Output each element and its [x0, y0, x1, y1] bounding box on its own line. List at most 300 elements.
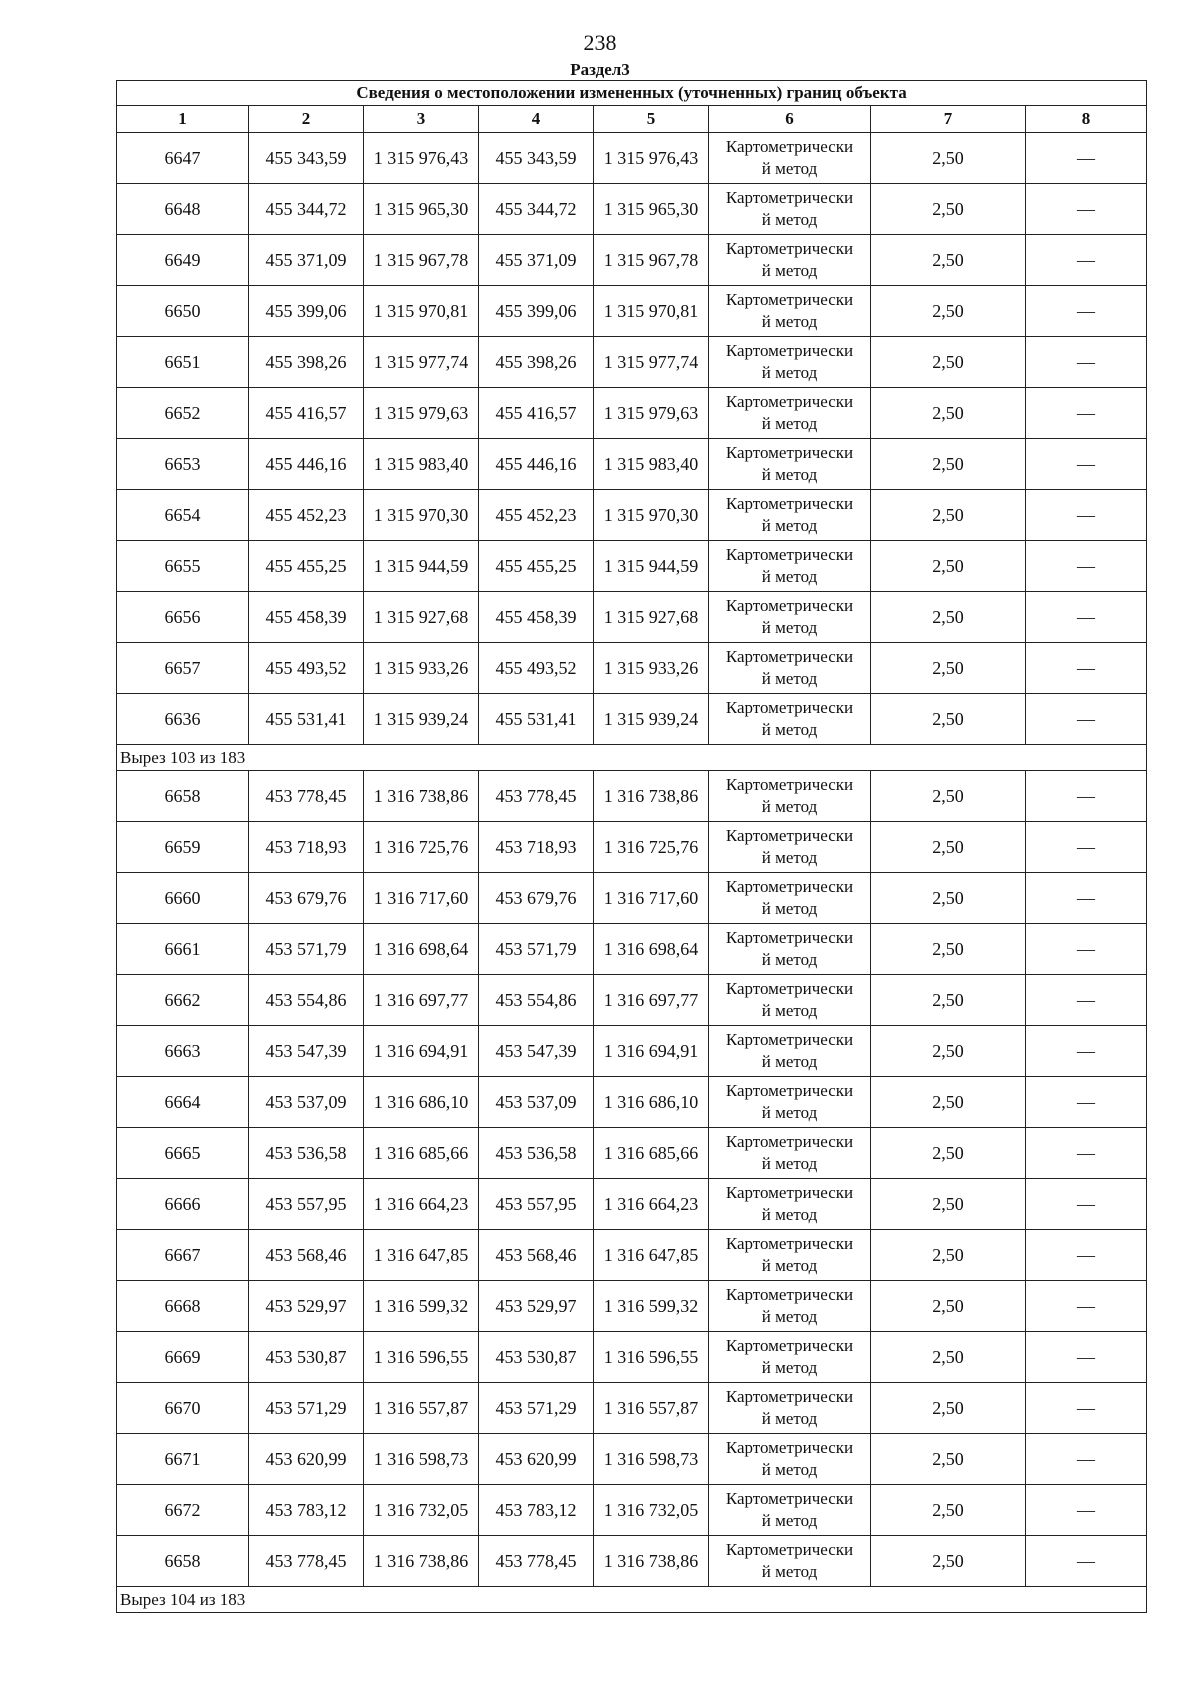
table-row — [117, 1179, 1147, 1230]
accuracy-cell: 2,50 — [871, 1026, 1026, 1077]
x-coordinate-cell: 455 371,09 — [249, 235, 364, 286]
method-text-line: Картометрически — [725, 443, 854, 462]
x-coordinate-cell: 455 446,16 — [249, 439, 364, 490]
method-text-line: й метод — [761, 159, 818, 178]
table-row — [117, 1332, 1147, 1383]
x-coordinate-cell: 453 783,12 — [249, 1485, 364, 1536]
table-body — [117, 133, 1147, 1613]
method-cell — [709, 388, 871, 439]
section-cut-row — [117, 745, 1147, 771]
accuracy-cell: 2,50 — [871, 822, 1026, 873]
table-caption: Сведения о местоположении измененных (уточненных) границ объекта — [117, 81, 1147, 106]
point-number-cell: 6670 — [117, 1383, 249, 1434]
method-text-line: й метод — [761, 414, 818, 433]
y-coordinate-cell: 1 316 694,91 — [594, 1026, 709, 1077]
point-number-cell: 6658 — [117, 1536, 249, 1587]
method-cell — [709, 924, 871, 975]
method-text-line: й метод — [761, 1103, 818, 1122]
x-coordinate-cell: 453 529,97 — [479, 1281, 594, 1332]
section-title: Раздел3 — [570, 60, 630, 79]
method-cell — [709, 1179, 871, 1230]
method-cell — [709, 1332, 871, 1383]
x-coordinate-cell: 455 416,57 — [249, 388, 364, 439]
y-coordinate-cell: 1 316 738,86 — [594, 1536, 709, 1587]
description-cell: — — [1026, 643, 1147, 694]
point-number-cell: 6671 — [117, 1434, 249, 1485]
accuracy-cell: 2,50 — [871, 1128, 1026, 1179]
y-coordinate-cell: 1 316 738,86 — [364, 1536, 479, 1587]
y-coordinate-cell: 1 316 698,64 — [594, 924, 709, 975]
x-coordinate-cell: 455 455,25 — [479, 541, 594, 592]
y-coordinate-cell: 1 316 599,32 — [364, 1281, 479, 1332]
x-coordinate-cell: 453 554,86 — [479, 975, 594, 1026]
point-number-cell: 6647 — [117, 133, 249, 184]
y-coordinate-cell: 1 316 598,73 — [594, 1434, 709, 1485]
y-coordinate-cell: 1 316 686,10 — [364, 1077, 479, 1128]
y-coordinate-cell: 1 316 697,77 — [364, 975, 479, 1026]
method-cell — [709, 873, 871, 924]
method-text-line: й метод — [761, 669, 818, 688]
section-cut-label: Вырез 104 из 183 — [117, 1587, 1147, 1613]
description-cell: — — [1026, 1332, 1147, 1383]
y-coordinate-cell: 1 316 598,73 — [364, 1434, 479, 1485]
x-coordinate-cell: 453 536,58 — [479, 1128, 594, 1179]
table-row — [117, 337, 1147, 388]
x-coordinate-cell: 455 399,06 — [249, 286, 364, 337]
description-cell: — — [1026, 1026, 1147, 1077]
method-text-line: Картометрически — [725, 239, 854, 258]
y-coordinate-cell: 1 315 965,30 — [594, 184, 709, 235]
method-cell — [709, 1536, 871, 1587]
y-coordinate-cell: 1 315 927,68 — [364, 592, 479, 643]
x-coordinate-cell: 455 343,59 — [479, 133, 594, 184]
y-coordinate-cell: 1 315 970,81 — [594, 286, 709, 337]
y-coordinate-cell: 1 315 933,26 — [364, 643, 479, 694]
x-coordinate-cell: 455 531,41 — [249, 694, 364, 745]
method-text-line: й метод — [761, 848, 818, 867]
method-text-line: й метод — [761, 797, 818, 816]
description-cell: — — [1026, 592, 1147, 643]
y-coordinate-cell: 1 316 647,85 — [594, 1230, 709, 1281]
description-cell: — — [1026, 184, 1147, 235]
x-coordinate-cell: 453 679,76 — [479, 873, 594, 924]
accuracy-cell: 2,50 — [871, 1179, 1026, 1230]
table-row — [117, 1281, 1147, 1332]
method-text-line: Картометрически — [725, 1387, 854, 1406]
x-coordinate-cell: 453 536,58 — [249, 1128, 364, 1179]
table-row — [117, 975, 1147, 1026]
table-row — [117, 133, 1147, 184]
column-number-row — [117, 106, 1147, 133]
x-coordinate-cell: 453 718,93 — [249, 822, 364, 873]
method-text-line: Картометрически — [725, 341, 854, 360]
method-text-line: й метод — [761, 1154, 818, 1173]
method-text-line: Картометрически — [725, 1234, 854, 1253]
table-row — [117, 1536, 1147, 1587]
x-coordinate-cell: 453 568,46 — [249, 1230, 364, 1281]
method-cell — [709, 235, 871, 286]
method-text-line: Картометрически — [725, 188, 854, 207]
description-cell: — — [1026, 388, 1147, 439]
method-text-line: Картометрически — [725, 979, 854, 998]
table-row — [117, 1026, 1147, 1077]
method-text-line: Картометрически — [725, 392, 854, 411]
x-coordinate-cell: 455 344,72 — [249, 184, 364, 235]
y-coordinate-cell: 1 315 944,59 — [594, 541, 709, 592]
x-coordinate-cell: 455 398,26 — [249, 337, 364, 388]
column-number: 8 — [1026, 106, 1147, 133]
accuracy-cell: 2,50 — [871, 975, 1026, 1026]
y-coordinate-cell: 1 316 738,86 — [364, 771, 479, 822]
method-cell — [709, 490, 871, 541]
x-coordinate-cell: 455 493,52 — [249, 643, 364, 694]
accuracy-cell: 2,50 — [871, 1281, 1026, 1332]
method-cell — [709, 1383, 871, 1434]
method-text-line: й метод — [761, 465, 818, 484]
description-cell: — — [1026, 235, 1147, 286]
x-coordinate-cell: 453 679,76 — [249, 873, 364, 924]
method-text-line: Картометрически — [725, 1540, 854, 1559]
method-text-line: Картометрически — [725, 877, 854, 896]
method-cell — [709, 1077, 871, 1128]
description-cell: — — [1026, 873, 1147, 924]
accuracy-cell: 2,50 — [871, 771, 1026, 822]
y-coordinate-cell: 1 315 979,63 — [594, 388, 709, 439]
x-coordinate-cell: 455 458,39 — [479, 592, 594, 643]
accuracy-cell: 2,50 — [871, 541, 1026, 592]
method-text-line: й метод — [761, 1205, 818, 1224]
method-text-line: й метод — [761, 1358, 818, 1377]
point-number-cell: 6658 — [117, 771, 249, 822]
method-cell — [709, 337, 871, 388]
description-cell: — — [1026, 1179, 1147, 1230]
y-coordinate-cell: 1 316 557,87 — [364, 1383, 479, 1434]
description-cell: — — [1026, 337, 1147, 388]
point-number-cell: 6653 — [117, 439, 249, 490]
x-coordinate-cell: 453 571,79 — [479, 924, 594, 975]
method-text-line: й метод — [761, 1052, 818, 1071]
accuracy-cell: 2,50 — [871, 1077, 1026, 1128]
accuracy-cell: 2,50 — [871, 286, 1026, 337]
method-text-line: й метод — [761, 261, 818, 280]
x-coordinate-cell: 455 398,26 — [479, 337, 594, 388]
table-row — [117, 490, 1147, 541]
method-text-line: Картометрически — [725, 596, 854, 615]
table-row — [117, 1434, 1147, 1485]
table-row — [117, 694, 1147, 745]
point-number-cell: 6636 — [117, 694, 249, 745]
table-row — [117, 439, 1147, 490]
description-cell: — — [1026, 694, 1147, 745]
method-cell — [709, 643, 871, 694]
method-text-line: Картометрически — [725, 647, 854, 666]
description-cell: — — [1026, 133, 1147, 184]
y-coordinate-cell: 1 315 977,74 — [594, 337, 709, 388]
accuracy-cell: 2,50 — [871, 388, 1026, 439]
x-coordinate-cell: 453 778,45 — [249, 1536, 364, 1587]
y-coordinate-cell: 1 315 939,24 — [594, 694, 709, 745]
method-cell — [709, 1434, 871, 1485]
table-row — [117, 592, 1147, 643]
x-coordinate-cell: 453 571,29 — [249, 1383, 364, 1434]
x-coordinate-cell: 453 537,09 — [249, 1077, 364, 1128]
description-cell: — — [1026, 771, 1147, 822]
point-number-cell: 6660 — [117, 873, 249, 924]
method-cell — [709, 975, 871, 1026]
method-cell — [709, 1026, 871, 1077]
description-cell: — — [1026, 541, 1147, 592]
point-number-cell: 6669 — [117, 1332, 249, 1383]
method-cell — [709, 541, 871, 592]
accuracy-cell: 2,50 — [871, 643, 1026, 694]
description-cell: — — [1026, 1434, 1147, 1485]
x-coordinate-cell: 453 620,99 — [249, 1434, 364, 1485]
description-cell: — — [1026, 822, 1147, 873]
description-cell: — — [1026, 1383, 1147, 1434]
accuracy-cell: 2,50 — [871, 873, 1026, 924]
x-coordinate-cell: 453 530,87 — [479, 1332, 594, 1383]
accuracy-cell: 2,50 — [871, 1434, 1026, 1485]
x-coordinate-cell: 455 416,57 — [479, 388, 594, 439]
x-coordinate-cell: 453 571,79 — [249, 924, 364, 975]
y-coordinate-cell: 1 316 596,55 — [364, 1332, 479, 1383]
method-text-line: Картометрически — [725, 1183, 854, 1202]
table-row — [117, 235, 1147, 286]
y-coordinate-cell: 1 315 979,63 — [364, 388, 479, 439]
x-coordinate-cell: 453 557,95 — [249, 1179, 364, 1230]
method-text-line: Картометрически — [725, 1081, 854, 1100]
y-coordinate-cell: 1 316 717,60 — [594, 873, 709, 924]
y-coordinate-cell: 1 315 970,81 — [364, 286, 479, 337]
x-coordinate-cell: 453 547,39 — [479, 1026, 594, 1077]
x-coordinate-cell: 453 530,87 — [249, 1332, 364, 1383]
point-number-cell: 6654 — [117, 490, 249, 541]
table-row — [117, 1128, 1147, 1179]
description-cell: — — [1026, 1230, 1147, 1281]
method-text-line: й метод — [761, 516, 818, 535]
y-coordinate-cell: 1 316 697,77 — [594, 975, 709, 1026]
y-coordinate-cell: 1 316 599,32 — [594, 1281, 709, 1332]
point-number-cell: 6665 — [117, 1128, 249, 1179]
y-coordinate-cell: 1 315 970,30 — [364, 490, 479, 541]
method-text-line: й метод — [761, 950, 818, 969]
x-coordinate-cell: 453 547,39 — [249, 1026, 364, 1077]
description-cell: — — [1026, 1536, 1147, 1587]
y-coordinate-cell: 1 315 977,74 — [364, 337, 479, 388]
table-row — [117, 822, 1147, 873]
column-number: 1 — [117, 106, 249, 133]
point-number-cell: 6656 — [117, 592, 249, 643]
accuracy-cell: 2,50 — [871, 694, 1026, 745]
description-cell: — — [1026, 490, 1147, 541]
method-cell — [709, 1485, 871, 1536]
description-cell: — — [1026, 1077, 1147, 1128]
accuracy-cell: 2,50 — [871, 184, 1026, 235]
accuracy-cell: 2,50 — [871, 592, 1026, 643]
x-coordinate-cell: 455 446,16 — [479, 439, 594, 490]
y-coordinate-cell: 1 315 976,43 — [594, 133, 709, 184]
method-text-line: Картометрически — [725, 545, 854, 564]
method-text-line: й метод — [761, 363, 818, 382]
y-coordinate-cell: 1 315 983,40 — [364, 439, 479, 490]
method-text-line: й метод — [761, 312, 818, 331]
y-coordinate-cell: 1 315 967,78 — [594, 235, 709, 286]
point-number-cell: 6649 — [117, 235, 249, 286]
accuracy-cell: 2,50 — [871, 1230, 1026, 1281]
y-coordinate-cell: 1 315 927,68 — [594, 592, 709, 643]
table-row — [117, 286, 1147, 337]
accuracy-cell: 2,50 — [871, 1383, 1026, 1434]
point-number-cell: 6657 — [117, 643, 249, 694]
point-number-cell: 6651 — [117, 337, 249, 388]
method-cell — [709, 592, 871, 643]
method-text-line: й метод — [761, 1562, 818, 1581]
accuracy-cell: 2,50 — [871, 924, 1026, 975]
x-coordinate-cell: 453 554,86 — [249, 975, 364, 1026]
accuracy-cell: 2,50 — [871, 1536, 1026, 1587]
accuracy-cell: 2,50 — [871, 235, 1026, 286]
x-coordinate-cell: 453 537,09 — [479, 1077, 594, 1128]
method-text-line: й метод — [761, 720, 818, 739]
accuracy-cell: 2,50 — [871, 1485, 1026, 1536]
method-cell — [709, 133, 871, 184]
y-coordinate-cell: 1 316 596,55 — [594, 1332, 709, 1383]
y-coordinate-cell: 1 316 647,85 — [364, 1230, 479, 1281]
method-text-line: Картометрически — [725, 290, 854, 309]
x-coordinate-cell: 455 343,59 — [249, 133, 364, 184]
table-row — [117, 1485, 1147, 1536]
method-text-line: Картометрически — [725, 1132, 854, 1151]
method-text-line: й метод — [761, 1001, 818, 1020]
method-text-line: й метод — [761, 899, 818, 918]
method-text-line: й метод — [761, 1256, 818, 1275]
x-coordinate-cell: 453 571,29 — [479, 1383, 594, 1434]
x-coordinate-cell: 455 399,06 — [479, 286, 594, 337]
coordinates-table — [116, 80, 1147, 1613]
table-row — [117, 1077, 1147, 1128]
x-coordinate-cell: 455 455,25 — [249, 541, 364, 592]
column-number: 5 — [594, 106, 709, 133]
method-cell — [709, 184, 871, 235]
accuracy-cell: 2,50 — [871, 439, 1026, 490]
point-number-cell: 6661 — [117, 924, 249, 975]
column-number: 4 — [479, 106, 594, 133]
x-coordinate-cell: 453 620,99 — [479, 1434, 594, 1485]
x-coordinate-cell: 453 778,45 — [479, 1536, 594, 1587]
table-row — [117, 541, 1147, 592]
description-cell: — — [1026, 1128, 1147, 1179]
method-text-line: Картометрически — [725, 1285, 854, 1304]
x-coordinate-cell: 453 778,45 — [479, 771, 594, 822]
method-cell — [709, 286, 871, 337]
table-row — [117, 924, 1147, 975]
method-text-line: й метод — [761, 1307, 818, 1326]
x-coordinate-cell: 453 529,97 — [249, 1281, 364, 1332]
x-coordinate-cell: 455 493,52 — [479, 643, 594, 694]
y-coordinate-cell: 1 316 738,86 — [594, 771, 709, 822]
point-number-cell: 6662 — [117, 975, 249, 1026]
column-number: 7 — [871, 106, 1026, 133]
point-number-cell: 6659 — [117, 822, 249, 873]
method-cell — [709, 439, 871, 490]
accuracy-cell: 2,50 — [871, 490, 1026, 541]
y-coordinate-cell: 1 316 732,05 — [594, 1485, 709, 1536]
y-coordinate-cell: 1 315 939,24 — [364, 694, 479, 745]
method-cell — [709, 822, 871, 873]
section-cut-row — [117, 1587, 1147, 1613]
method-cell — [709, 694, 871, 745]
y-coordinate-cell: 1 315 933,26 — [594, 643, 709, 694]
x-coordinate-cell: 455 531,41 — [479, 694, 594, 745]
point-number-cell: 6650 — [117, 286, 249, 337]
method-cell — [709, 1230, 871, 1281]
method-text-line: Картометрически — [725, 137, 854, 156]
point-number-cell: 6668 — [117, 1281, 249, 1332]
table-row — [117, 1230, 1147, 1281]
x-coordinate-cell: 453 783,12 — [479, 1485, 594, 1536]
y-coordinate-cell: 1 316 685,66 — [594, 1128, 709, 1179]
point-number-cell: 6648 — [117, 184, 249, 235]
method-text-line: Картометрически — [725, 1336, 854, 1355]
method-text-line: й метод — [761, 210, 818, 229]
method-text-line: Картометрически — [725, 826, 854, 845]
y-coordinate-cell: 1 316 725,76 — [594, 822, 709, 873]
y-coordinate-cell: 1 316 685,66 — [364, 1128, 479, 1179]
table-row — [117, 771, 1147, 822]
method-text-line: Картометрически — [725, 494, 854, 513]
x-coordinate-cell: 455 344,72 — [479, 184, 594, 235]
description-cell: — — [1026, 1485, 1147, 1536]
y-coordinate-cell: 1 316 717,60 — [364, 873, 479, 924]
description-cell: — — [1026, 975, 1147, 1026]
method-text-line: Картометрически — [725, 698, 854, 717]
method-text-line: Картометрически — [725, 1489, 854, 1508]
page-number: 238 — [583, 30, 617, 55]
x-coordinate-cell: 453 568,46 — [479, 1230, 594, 1281]
method-cell — [709, 1281, 871, 1332]
y-coordinate-cell: 1 316 698,64 — [364, 924, 479, 975]
method-text-line: Картометрически — [725, 775, 854, 794]
description-cell: — — [1026, 924, 1147, 975]
table-row — [117, 184, 1147, 235]
column-number: 6 — [709, 106, 871, 133]
method-text-line: й метод — [761, 1511, 818, 1530]
y-coordinate-cell: 1 315 976,43 — [364, 133, 479, 184]
point-number-cell: 6667 — [117, 1230, 249, 1281]
y-coordinate-cell: 1 316 694,91 — [364, 1026, 479, 1077]
table-row — [117, 873, 1147, 924]
y-coordinate-cell: 1 316 664,23 — [364, 1179, 479, 1230]
point-number-cell: 6663 — [117, 1026, 249, 1077]
point-number-cell: 6655 — [117, 541, 249, 592]
description-cell: — — [1026, 286, 1147, 337]
y-coordinate-cell: 1 316 725,76 — [364, 822, 479, 873]
x-coordinate-cell: 453 778,45 — [249, 771, 364, 822]
x-coordinate-cell: 455 458,39 — [249, 592, 364, 643]
description-cell: — — [1026, 439, 1147, 490]
point-number-cell: 6664 — [117, 1077, 249, 1128]
description-cell: — — [1026, 1281, 1147, 1332]
x-coordinate-cell: 455 371,09 — [479, 235, 594, 286]
y-coordinate-cell: 1 316 686,10 — [594, 1077, 709, 1128]
y-coordinate-cell: 1 316 732,05 — [364, 1485, 479, 1536]
table-row — [117, 643, 1147, 694]
x-coordinate-cell: 455 452,23 — [479, 490, 594, 541]
method-text-line: й метод — [761, 1409, 818, 1428]
x-coordinate-cell: 453 718,93 — [479, 822, 594, 873]
method-text-line: Картометрически — [725, 928, 854, 947]
x-coordinate-cell: 455 452,23 — [249, 490, 364, 541]
